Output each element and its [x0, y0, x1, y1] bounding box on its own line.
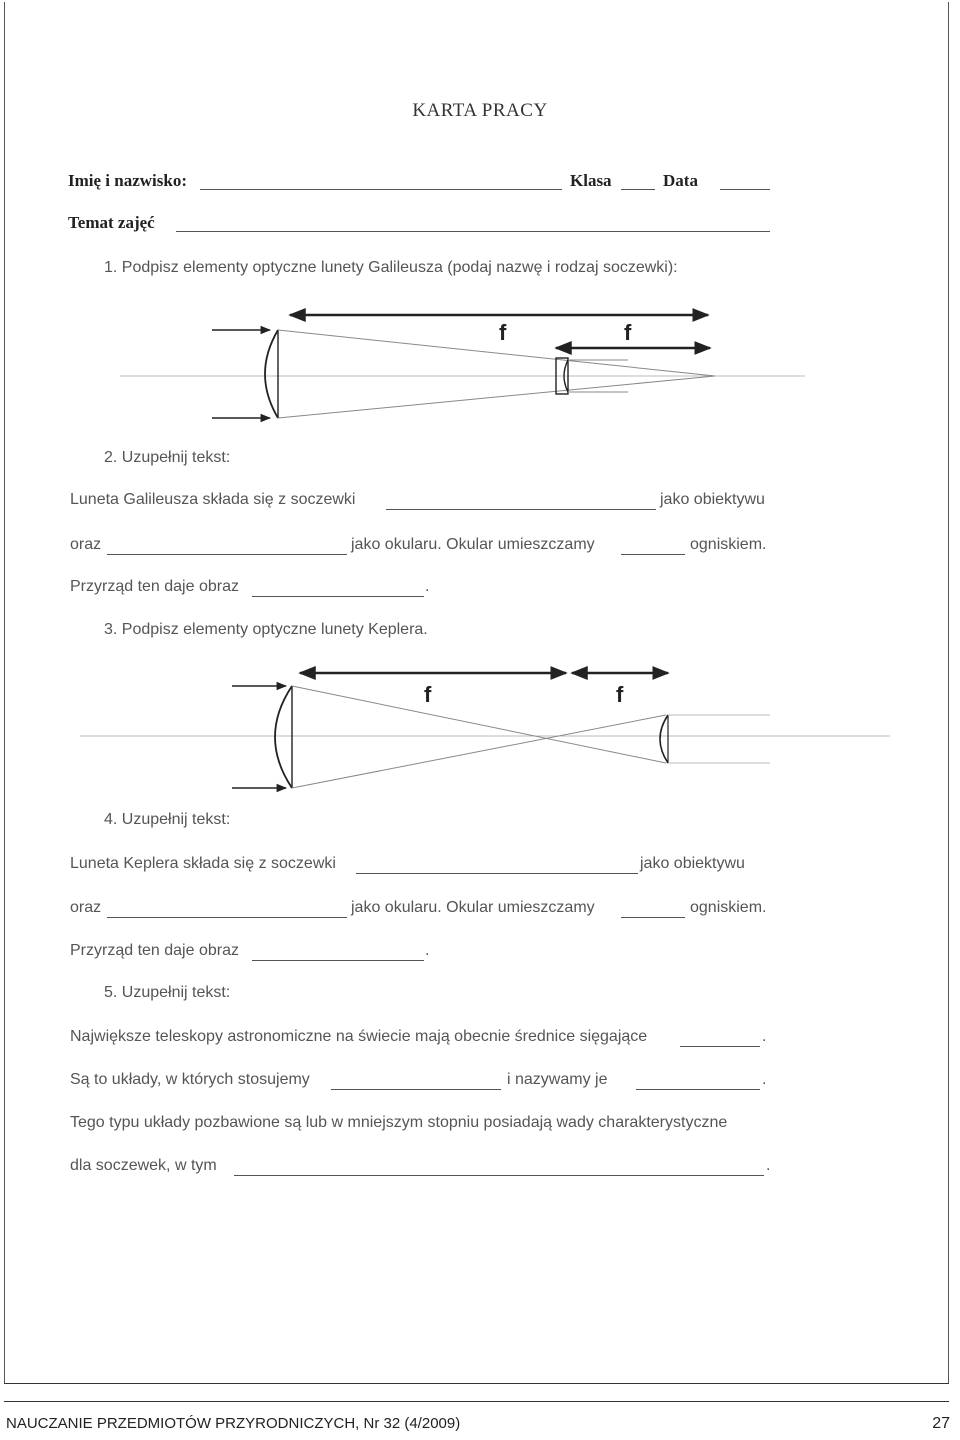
q5-line2-mid: i nazywamy je — [507, 1071, 608, 1088]
question-4-heading: 4. Uzupełnij tekst: — [104, 811, 231, 828]
q4-objective-field[interactable] — [356, 873, 638, 874]
objective-lens-1 — [265, 330, 278, 418]
q4-line3-start: Przyrząd ten daje obraz — [70, 942, 239, 959]
q2-eyepiece-field[interactable] — [107, 554, 347, 555]
q4-line2-start: oraz — [70, 899, 102, 916]
q2-line2-start: oraz — [70, 536, 102, 553]
question-2-heading: 2. Uzupełnij tekst: — [104, 449, 231, 466]
converging-ray-bottom-1 — [278, 376, 715, 418]
q5-line3: Tego typu układy pozbawione są lub w mniejszym stopniu posiadają wady charakterystyczne — [70, 1114, 728, 1131]
q2-line2-mid: jako okularu. Okular umieszczamy — [351, 536, 595, 553]
q5-line1-end: . — [762, 1028, 767, 1045]
q4-line2-end: ogniskiem. — [690, 899, 767, 916]
q4-eyepiece-field[interactable] — [107, 917, 347, 918]
eyepiece-lens-2 — [660, 715, 668, 763]
q5-line4-start: dla soczewek, w tym — [70, 1157, 217, 1174]
q4-line1-start: Luneta Keplera składa się z soczewki — [70, 855, 336, 872]
focal-label-left-1: f — [499, 320, 507, 345]
q2-line1-start: Luneta Galileusza składa się z soczewki — [70, 491, 356, 508]
q2-line3-end: . — [425, 578, 430, 595]
page-number: 27 — [932, 1415, 950, 1432]
date-label: Data — [663, 171, 698, 190]
focal-label-right-2: f — [616, 682, 624, 707]
q2-image-field[interactable] — [252, 596, 424, 597]
kepler-diagram — [80, 673, 890, 788]
q4-line3-end: . — [425, 942, 430, 959]
journal-footer: NAUCZANIE PRZEDMIOTÓW PRZYRODNICZYCH, Nr 32 (4/2009) — [6, 1415, 461, 1432]
q2-position-field[interactable] — [621, 554, 685, 555]
focal-label-right-1: f — [624, 320, 632, 345]
question-5-heading: 5. Uzupełnij tekst: — [104, 984, 231, 1001]
q4-line1-end: jako obiektywu — [640, 855, 745, 872]
q5-diameter-field[interactable] — [680, 1046, 760, 1047]
q5-line1: Największe teleskopy astronomiczne na świecie mają obecnie średnice sięgające — [70, 1028, 648, 1045]
q5-line2-start: Są to układy, w których stosujemy — [70, 1071, 310, 1088]
q4-position-field[interactable] — [621, 917, 685, 918]
focal-label-left-2: f — [424, 682, 432, 707]
question-1: 1. Podpisz elementy optyczne lunety Galileusza (podaj nazwę i rodzaj soczewki): — [104, 259, 678, 276]
topic-label: Temat zajęć — [68, 213, 155, 232]
class-label: Klasa — [570, 171, 612, 190]
q5-element-field[interactable] — [331, 1089, 501, 1090]
q5-line2-end: . — [762, 1071, 767, 1088]
q2-line1-end: jako obiektywu — [660, 491, 765, 508]
question-3: 3. Podpisz elementy optyczne lunety Keplera. — [104, 621, 428, 638]
name-label: Imię i nazwisko: — [68, 171, 187, 190]
objective-lens-2 — [275, 686, 292, 788]
q2-line3-start: Przyrząd ten daje obraz — [70, 578, 239, 595]
q5-defects-field[interactable] — [234, 1175, 764, 1176]
q5-line4-end: . — [766, 1157, 771, 1174]
page-title: KARTA PRACY — [412, 100, 548, 121]
converging-ray-top-1 — [278, 330, 715, 376]
q2-objective-field[interactable] — [386, 509, 656, 510]
q4-image-field[interactable] — [252, 960, 424, 961]
q4-line2-mid: jako okularu. Okular umieszczamy — [351, 899, 595, 916]
galileo-diagram — [120, 315, 805, 418]
q2-line2-end: ogniskiem. — [690, 536, 767, 553]
q5-name-field[interactable] — [636, 1089, 760, 1090]
